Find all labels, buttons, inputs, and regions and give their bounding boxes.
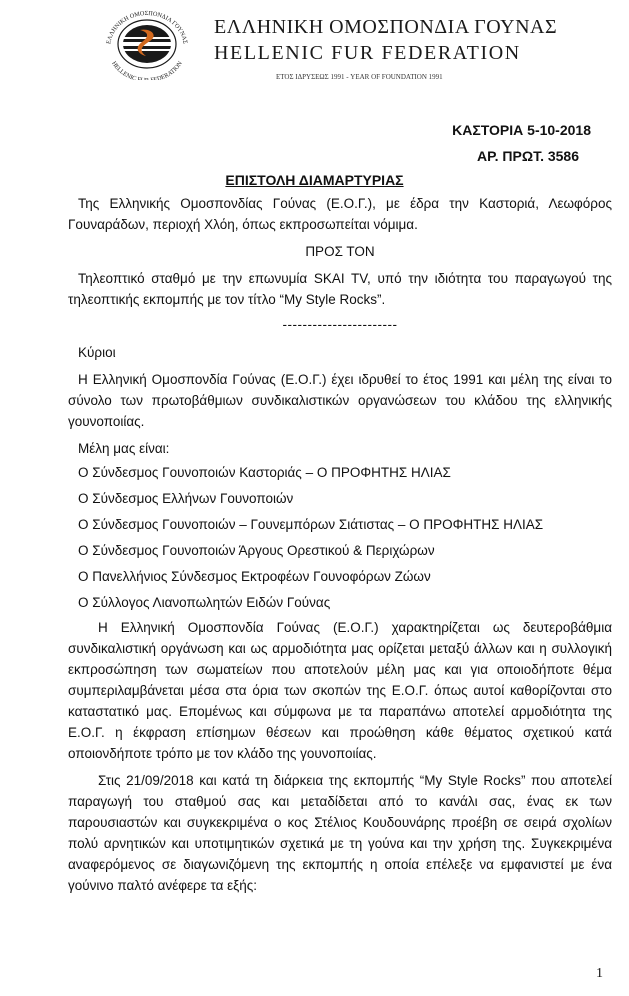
member-item: Ο Πανελλήνιος Σύνδεσμος Εκτροφέων Γουνοφόρων Ζώων [78, 569, 431, 584]
member-item: Ο Σύνδεσμος Ελλήνων Γουνοποιών [78, 491, 294, 506]
pros-ton-heading: ΠΡΟΣ ΤΟΝ [305, 244, 375, 259]
federation-logo [96, 8, 198, 80]
page-number: 1 [596, 966, 603, 981]
paragraph-1: Η Ελληνική Ομοσπονδία Γούνας (Ε.Ο.Γ.) έχει ιδρυθεί το έτος 1991 και μέλη της είναι το σύνολο των πρωτοβάθμιων συνδικαλιστικών οργανώσεων του κλάδου της ελληνικής γουνοποιίας. [68, 372, 612, 429]
logo-ring-top-text: ΕΛΛΗΝΙΚΗ ΟΜΟΣΠΟΝΔΙΑ ΓΟΥΝΑΣ [105, 9, 189, 45]
member-item: Ο Σύλλογος Λιανοπωλητών Ειδών Γούνας [78, 595, 331, 610]
paragraph-3: Στις 21/09/2018 και κατά τη διάρκεια της εκπομπής “My Style Rocks” που αποτελεί παραγωγή του σταθμού σας και μεταδίδεται από το κανάλι σας, ένας εκ των παρουσιαστών και συγκεκριμένα ο κος Στέλιος Κουδουνάρης προέβη σε σειρά σχολίων πολύ αρνητικών και υποτιμητικών σχετικά με τη γούνα και την χρήση της. Συγκεκριμένα αναφερόμενος σε διαγωνιζόμενη της εκπομπής η οποία επέλεξε να εμφανιστεί με ένα γούνινο παλτό ανέφερε τα εξής: [68, 773, 612, 893]
logo-ring-bottom-text: HELLENIC F EDERATION [110, 60, 184, 80]
organization-name-english: HELLENIC FUR FEDERATION [214, 42, 521, 64]
intro-paragraph: Της Ελληνικής Ομοσπονδίας Γούνας (Ε.Ο.Γ.), με έδρα την Καστοριά, Λεωφόρος Γουναράδων, περιοχή Χλόη, όπως εκπροσωπείται νόμιμα. [68, 196, 612, 232]
organization-name-greek: ΕΛΛΗΝΙΚΗ ΟΜΟΣΠΟΝΔΙΑ ΓΟΥΝΑΣ [214, 16, 558, 38]
letter-date: ΚΑΣΤΟΡΙΑ 5-10-2018 [452, 122, 591, 138]
founding-year-line: ΕΤΟΣ ΙΔΡΥΣΕΩΣ 1991 - YEAR OF FOUNDATION 1991 [276, 73, 443, 81]
protocol-number: ΑΡ. ΠΡΩΤ. 3586 [476, 148, 579, 164]
separator-line: ----------------------- [282, 317, 398, 332]
member-item: Ο Σύνδεσμος Γουνοποιών Καστοριάς – Ο ΠΡΟΦΗΤΗΣ ΗΛΙΑΣ [78, 465, 451, 480]
paragraph-2: Η Ελληνική Ομοσπονδία Γούνας (Ε.Ο.Γ.) χαρακτηρίζεται ως δευτεροβάθμια συνδικαλιστική οργάνωση και ως αρμοδιότητα μας ορίζεται μεταξύ άλλων και η συλλογική εκπροσώπηση των σωματείων που αποτελούν μέλη μας και για οποιοδήποτε θέμα συμπεριλαμβάνεται μέσα στα όρια των σκοπών της Ε.Ο.Γ. όπως αυτοί καθορίζονται στο καταστατικό μας. Επομένως και σύμφωνα με τα παραπάνω αποτελεί αρμοδιότητα της Ε.Ο.Γ. η έκφραση επίσημων θέσεων και προώθηση κάθε θέματος σχετικού κατά οποιονδήποτε τρόπο με τον κλάδο της γουνοποιίας. [68, 620, 612, 761]
letter-title: ΕΠΙΣΤΟΛΗ ΔΙΑΜΑΡΤΥΡΙΑΣ [225, 172, 404, 188]
members-list [68, 461, 612, 615]
members-heading: Μέλη μας είναι: [78, 441, 170, 456]
letter-body [68, 193, 612, 902]
salutation: Κύριοι [78, 345, 116, 360]
member-item: Ο Σύνδεσμος Γουνοποιών Άργους Ορεστικού & Περιχώρων [78, 543, 435, 558]
member-item: Ο Σύνδεσμος Γουνοποιών – Γουνεμπόρων Σιάτιστας – Ο ΠΡΟΦΗΤΗΣ ΗΛΙΑΣ [78, 517, 544, 532]
recipient-paragraph: Τηλεοπτικό σταθμό με την επωνυμία SKAI TV, υπό την ιδιότητα του παραγωγού της τηλεοπτικής εκπομπής με τον τίτλο “My Style Rocks”. [68, 271, 612, 307]
